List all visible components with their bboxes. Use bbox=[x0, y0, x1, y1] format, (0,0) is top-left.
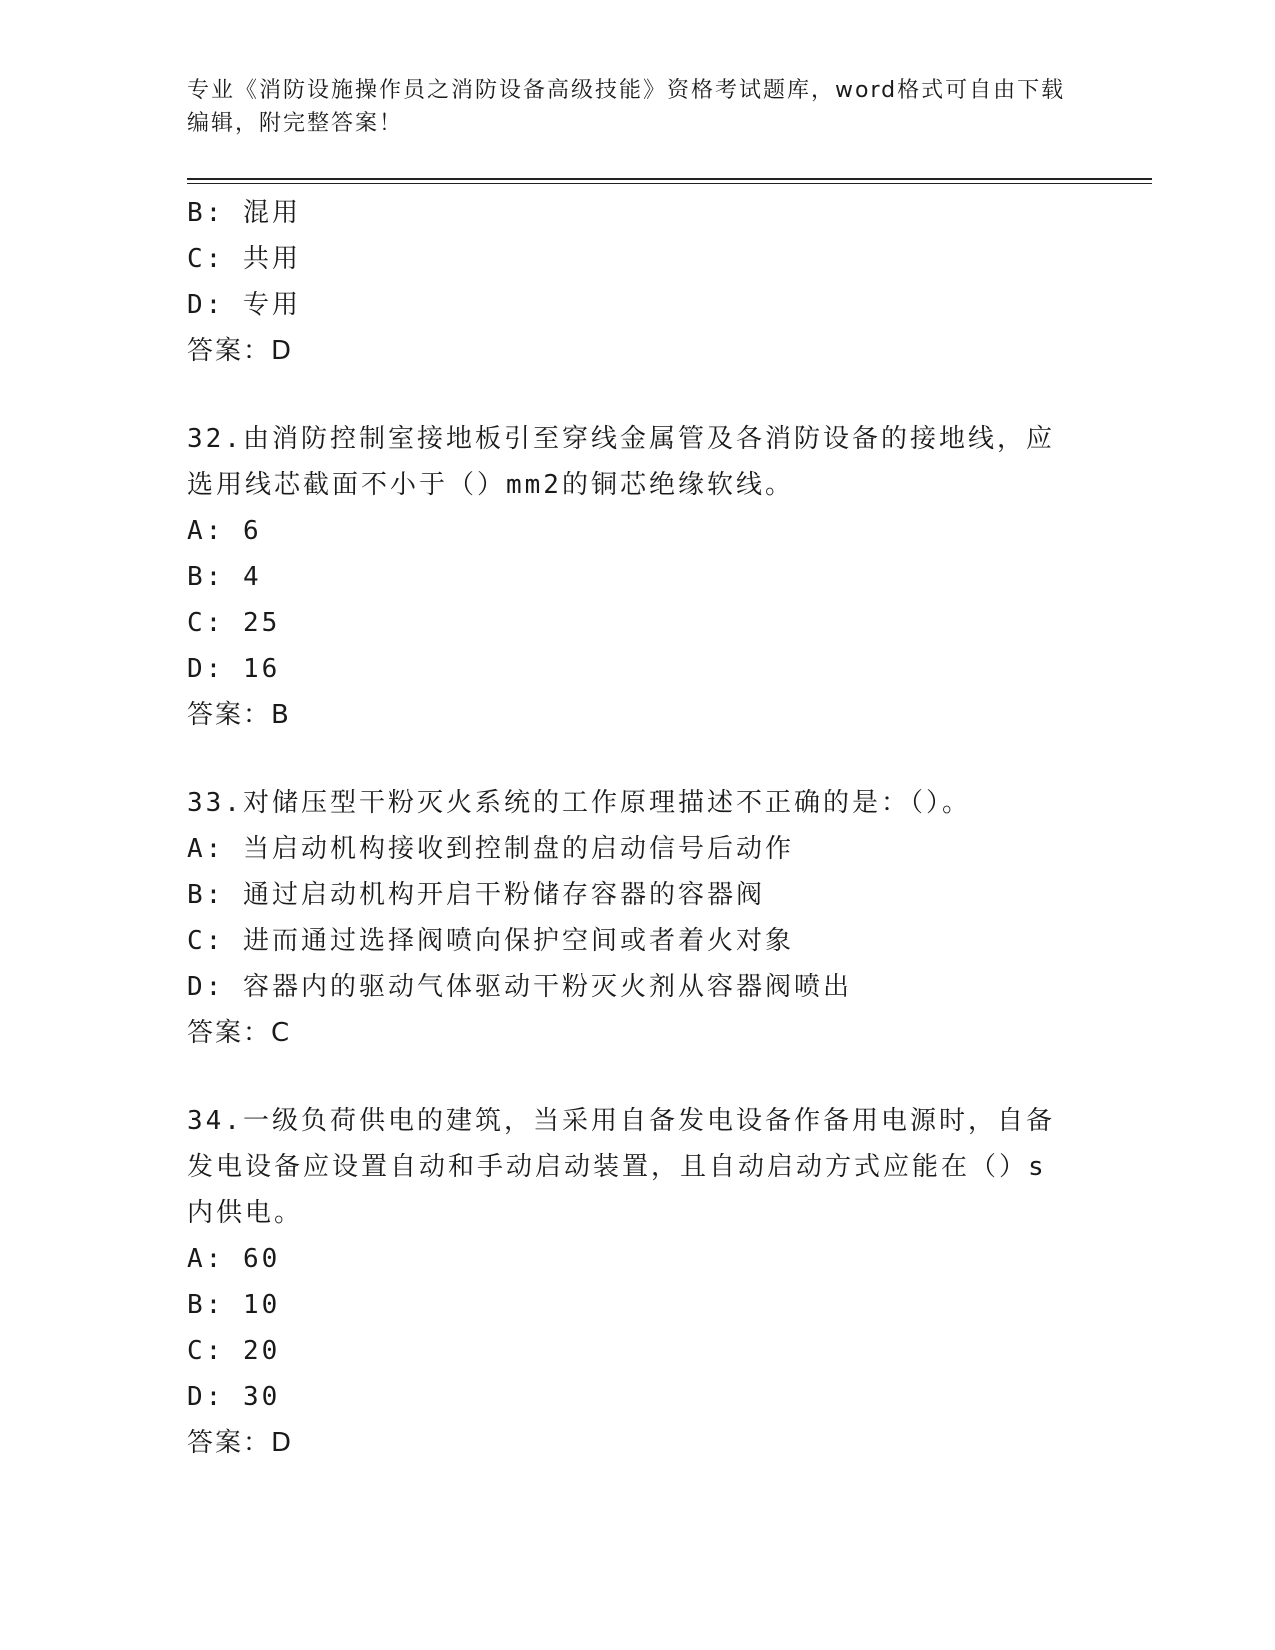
option-b: B: 通过启动机构开启干粉储存容器的容器阀 bbox=[187, 880, 765, 910]
answer-line: 答案：D bbox=[187, 1428, 294, 1458]
option-d: D: 30 bbox=[187, 1382, 281, 1412]
question-text: 32.由消防控制室接地板引至穿线金属管及各消防设备的接地线，应选用线芯截面不小于（）mm2的铜芯绝缘软线。 bbox=[187, 424, 1055, 500]
answer-line: 答案：D bbox=[187, 336, 294, 366]
option-d: D: 容器内的驱动气体驱动干粉灭火剂从容器阀喷出 bbox=[187, 972, 852, 1002]
header-divider bbox=[187, 178, 1152, 180]
option-a: A: 60 bbox=[187, 1244, 281, 1274]
question-32 bbox=[187, 416, 1087, 738]
question-text: 34.一级负荷供电的建筑，当采用自备发电设备作备用电源时，自备发电设备应设置自动和手动启动装置，且自动启动方式应能在（）s内供电。 bbox=[187, 1106, 1055, 1228]
option-d: D: 专用 bbox=[187, 290, 301, 320]
option-a: A: 当启动机构接收到控制盘的启动信号后动作 bbox=[187, 834, 794, 864]
header-text: 专业《消防设施操作员之消防设备高级技能》资格考试题库，word格式可自由下载编辑，附完整答案！ bbox=[187, 78, 1066, 136]
option-b: B: 混用 bbox=[187, 198, 301, 228]
option-c: C: 20 bbox=[187, 1336, 281, 1366]
question-33 bbox=[187, 780, 1087, 1056]
prev-question-block bbox=[187, 190, 1087, 374]
option-a: A: 6 bbox=[187, 516, 262, 546]
answer-line: 答案：B bbox=[187, 700, 291, 730]
question-text: 33.对储压型干粉灭火系统的工作原理描述不正确的是：（）。 bbox=[187, 788, 971, 818]
option-b: B: 10 bbox=[187, 1290, 281, 1320]
option-b: B: 4 bbox=[187, 562, 262, 592]
option-d: D: 16 bbox=[187, 654, 281, 684]
answer-line: 答案：C bbox=[187, 1018, 292, 1048]
option-c: C: 共用 bbox=[187, 244, 301, 274]
question-34 bbox=[187, 1098, 1087, 1466]
header-divider-thin bbox=[187, 183, 1152, 184]
option-c: C: 25 bbox=[187, 608, 281, 638]
question-list bbox=[187, 190, 1087, 1466]
document-header bbox=[187, 74, 1067, 140]
option-c: C: 进而通过选择阀喷向保护空间或者着火对象 bbox=[187, 926, 794, 956]
